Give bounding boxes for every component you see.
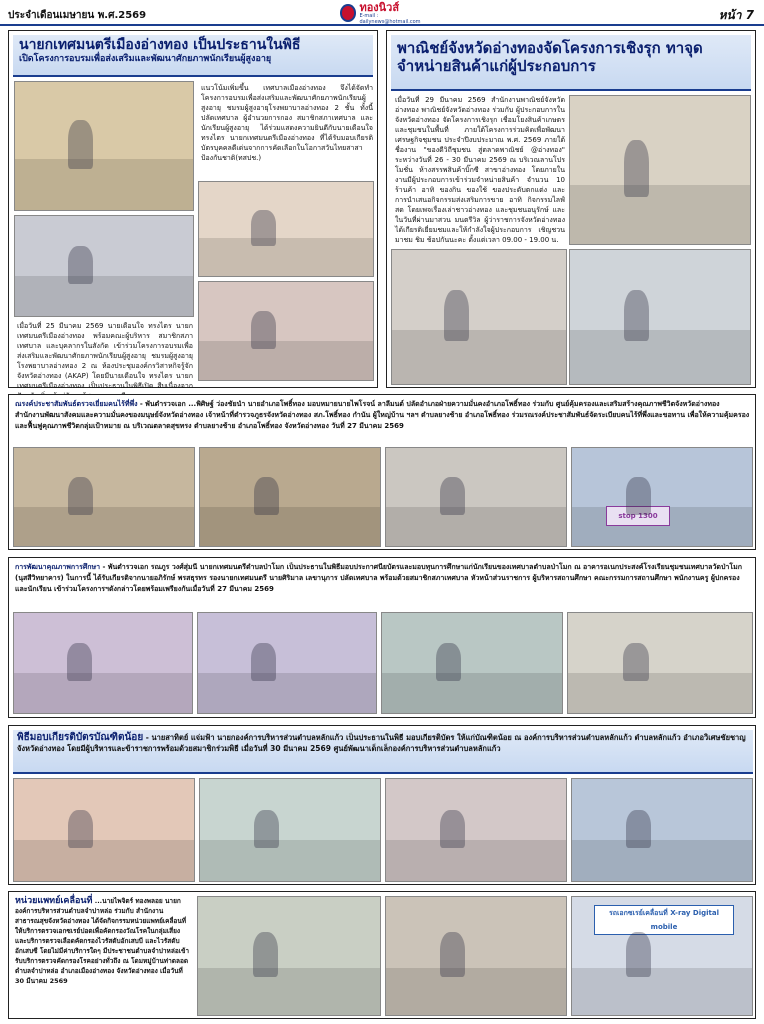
story2-body: เมื่อวันที่ 29 มีนาคม 2569 สำนักงานพาณิชย์จังหวัดอ่างทอง พาณิชย์จังหวัดอ่างทอง ร่วมกับ ผู้ประกอบการในจังหวัดอ่างทอง จัดโครงการเชิงรุก เชื่อมโยงสินค้าเกษตรและชุมชนในพื้นที่ ภายใต้โครงการร่วมคิดเพื่อพัฒนาเศรษฐกิจชุมชน ประจำปีงบประมาณ พ.ศ. 2569 ภายใต้ชื่องาน "ของดีวิถีชุมชน สู่ตลาดพาณิชย์ @อ่างทอง" ระหว่างวันที่ 26 - 30 มีนาคม 2569 ณ บริเวณลานโปรโมชั่น ห้างสรรพสินค้าบิ๊กซี สาขาอ่างทอง โดยภายในงานมีผู้ประกอบการเข้าร่วมจำหน่ายสินค้า จำนวน 10 ร้านค้า อาทิ ของกิน ของใช้ ของประดับตกแต่ง และการนำเสนอกิจกรรมส่งเสริมการขาย อาทิ กิจกรรมไลฟ์สด โดยเพจเรื่องเล่าชาวอ่างทอง และชุมชนอนุรักษ์ และในวันที่ผ่านมาสวน มนตรีวิล ผู้ว่าราชการจังหวัดอ่างทอง ได้เกียรติเยี่ยมชมและให้กำลังใจผู้ประกอบการ เชิญชวนมาชม ชิม ช้อปกันนะคะ ตั้งแต่เวลา 09.00 - 19.00 น. [395, 96, 565, 244]
story1-subtitle: เปิดโครงการอบรมเพื่อส่งเสริมและพัฒนาศักยภาพนักเรียนผู้สูงอายุ [19, 53, 272, 64]
photo-students-hall [381, 612, 563, 714]
story5-caption-bar [13, 730, 753, 774]
photo-bouquet [198, 181, 374, 277]
photo-stop-sign-team [571, 447, 753, 547]
seal-icon [340, 4, 356, 22]
story3-body: - พันตำรวจเอก ...พิศิษฐ์ ว่องชัยนำ นายอำเภอโพธิ์ทอง มอบหมายนายไพโรจน์ ลาลีมนต์ ปลัดอำเภอฝ่ายความมั่นคงอำเภอโพธิ์ทอง ร่วมกับ ศูนย์คุ้มครองและเสริมสร้างคุณภาพชีวิตจังหวัดอ่างทอง สำนักงานพัฒนาสังคมและความมั่นคงของมนุษย์จังหวัดอ่างทอง เจ้าหน้าที่ตำรวจภูธรจังหวัดอ่างทอง สภ.โพธิ์ทอง กำนัน ผู้ใหญ่บ้าน ฯลฯ ตำบลยางช้าย อำเภอโพธิ์ทอง ร่วมรณรงค์ประชาสัมพันธ์จัดระเบียบคนไร้ที่พึ่งและขอทาน เพื่อให้ความคุ้มครองและฟื้นฟูคุณภาพชีวิตกลุ่มเป้าหมาย ณ บริเวณตลาดสุขทรง ตำบลยางช้าย อำเภอโพธิ์ทอง จังหวัดอ่างทอง วันที่ 27 มีนาคม 2569 [15, 400, 750, 430]
story1-para-top: แนวโน้มเพิ่มขึ้น เทศบาลเมืองอ่างทอง จึงได้จัดทำโครงการอบรมเพื่อส่งเสริมและพัฒนาศักยภาพนักเรียนผู้สูงอายุ ชมรมผู้สูงอายุโรงพยาบาลอ่างทอง 2 ชั้น ทั้งนี้ ปลัดเทศบาล ผู้อำนวยการกอง สมาชิกสภาเทศบาล และนักเรียนผู้สูงอายุ ได้ร่วมแสดงความยินดีกับนายเดือนใจ ทรงไตร นายกเทศมนตรีเมืองอ่างทอง ที่ได้รับมอบเกียรติบัตรบุคคลดีเด่นจากการคัดเลือกในโอกาสวันไทยสาสาป้องกันชาติ(ทสปช.) [201, 84, 373, 162]
photo-health-desk [197, 896, 381, 1016]
logo-text: ทองนิวส์ [359, 0, 400, 14]
page-header [0, 0, 764, 26]
photo-xray-bus [571, 896, 753, 1016]
page-number: หน้า 7 [718, 8, 754, 22]
story-graduation [8, 725, 756, 885]
story6-caption [15, 896, 193, 1016]
photo-shop-stall [391, 249, 567, 385]
story6-headline: หน่วยแพทย์เคลื่อนที่ [15, 896, 93, 906]
photo-graduates-stage [199, 778, 381, 882]
story5-caption [17, 732, 749, 772]
story3-caption [15, 399, 751, 445]
story-commerce-market [386, 30, 756, 388]
photo-flower-altar [13, 612, 193, 714]
logo-email: E-mail : dailynews@hotmail.com [359, 12, 421, 25]
photo-market-shop [13, 447, 195, 547]
photo-certificate [197, 612, 377, 714]
newspaper-logo [340, 2, 432, 24]
story6-body: ...นายไพจิตร์ ทองพลอย นายกองค์การบริหารส่วนตำบลจำปาหล่อ ร่วมกับ สำนักงานสาธารณสุขจังหวัดอ่างทอง ได้จัดกิจกรรมหน่วยแพทย์เคลื่อนที่ ให้บริการตรวจเอกซเรย์ปอดเพื่อคัดกรองวัณโรคในกลุ่มเสี่ยง และบริการตรวจเลือดคัดกรองไวรัสตับอักเสบบี และไวรัสตับอักเสบซี โดยไม่มีค่าบริการใดๆ มีประชาชนตำบลจำปาหล่อเข้ารับบริการตรวจคัดกรองโรคอย่างทั่วถึง ณ โดมหมู่บ้านท่าตลอด ตำบลจำปาหล่อ อำเภอเมืองอ่างทอง จังหวัดอ่างทอง เมื่อวันที่ 30 มีนาคม 2569 [15, 897, 190, 985]
story1-title: นายกเทศมนตรีเมืองอ่างทอง เป็นประธานในพิธี [19, 37, 301, 53]
story-education [8, 557, 756, 718]
photo-governor-visit [569, 95, 751, 245]
photo-kindergarten [13, 778, 195, 882]
issue-date: ประจำเดือนเมษายน พ.ศ.2569 [8, 10, 147, 21]
story-mobile-medical [8, 891, 756, 1019]
story5-headline: พิธีมอบเกียรติบัตรบัณฑิตน้อย [17, 732, 144, 743]
story3-headline: ณรงค์ประชาสัมพันธ์ตรวจเยี่ยมคนไร้ที่พึ่ง [15, 400, 138, 408]
photo-teachers-row [385, 778, 567, 882]
story4-caption [15, 562, 751, 610]
stop-sign: stop 1300 [606, 506, 670, 526]
story4-body: - พันตำรวจเอก รณภูร วงศ์สุ่มนี นายกเทศมนตรีตำบลป่าโมก เป็นประธานในพิธีมอบประกาศนียบัตรและมอบทุนการศึกษาแก่นักเรียนของเทศบาลตำบลป่าโมก ณ อาคารอเนกประสงค์โรงเรียนชุมชนเทศบาลวัดป่าโมก (นุสสีวิทยาคาร) ในการนี้ ได้รับเกียรติจากนายอภิรักษ์ พรสธุรทร รองนายกเทศมนตรี นายศิริมาล เลขานุการ ปลัดเทศบาล พร้อมด้วยสมาชิกสภาเทศบาล หัวหน้าส่วนราชการ ผู้บริหารสถานศึกษา คณะกรรมการสถานศึกษา พนักงานครู ผู้ปกครอง และนักเรียน เข้าร่วมโครงการฯดังกล่าวโดยพร้อมเพรียงกันเมื่อวันที่ 27 มีนาคม 2569 [15, 563, 742, 593]
photo-group-stage [198, 281, 374, 381]
story5-body: - นายสาทิตย์ แจ่มฟ้า นายกองค์การบริหารส่วนตำบลหลักแก้ว เป็นประธานในพิธี มอบเกียรติบัตร ให้แก่บัณฑิตน้อย ณ องค์การบริหารส่วนตำบลหลักแก้ว ตำบลหลักแก้ว อำเภอวิเศษชัยชาญ จังหวัดอ่างทอง โดยมีผู้บริหารและข้าราชการพร้อมด้วยสมาชิกร่วมพิธี เมื่อวันที่ 30 มีนาคม 2569 ศูนย์พัฒนาเด็กเล็กองค์การบริหารส่วนตำบลหลักแก้ว [17, 733, 746, 753]
photo-mayor-speech [14, 81, 194, 211]
photo-officials-line [567, 612, 753, 714]
photo-elderly-class [14, 215, 194, 317]
story1-para-bottom: เมื่อวันที่ 25 มีนาคม 2569 นายเดือนใจ ทรงไตร นายกเทศมนตรีเมืองอ่างทอง พร้อมคณะผู้บริหาร สมาชิกสภาเทศบาล และบุคลากรในสังกัด เข้าร่วมโครงการอบรมเพื่อส่งเสริมและพัฒนาศักยภาพนักเรียนผู้สูงอายุ ชมรมผู้สูงอายุโรงพยาบาลอ่างทอง 2 ณ ห้องประชุมองค์กรวิสาหกิจรู้จักจังหวัดอ่างทอง (AKAP) โดยมีนายเดือนใจ ทรงไตร นายกเทศมนตรีเมืองอ่างทอง เป็นประธานในพิธีเปิด สืบเนื่องจาก [17, 322, 193, 390]
photo-officials-group [385, 447, 567, 547]
story-mayor-elderly [8, 30, 378, 388]
story4-headline: การพัฒนาคุณภาพการศึกษา [15, 563, 101, 571]
story1-title-bar [13, 35, 373, 77]
story2-title-bar [391, 35, 751, 91]
story-homeless-campaign [8, 394, 756, 550]
story2-title: พาณิชย์จังหวัดอ่างทองจัดโครงการเชิงรุก ทาจุดจำหน่ายสินค้าแก่ผู้ประกอบการ [397, 39, 703, 75]
xray-banner: รถเอกซเรย์เคลื่อนที่ X-ray Digital mobile [594, 905, 734, 935]
photo-police-talk [199, 447, 381, 547]
photo-children-gowns [571, 778, 753, 882]
photo-patients-seated [385, 896, 567, 1016]
photo-vendors [569, 249, 751, 385]
